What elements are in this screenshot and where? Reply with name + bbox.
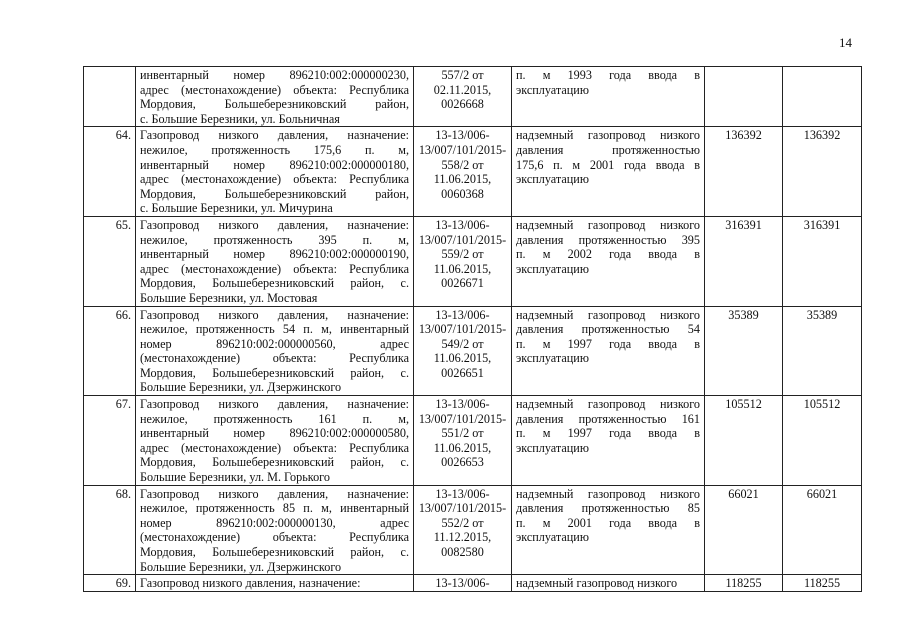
row-number-cell: 66. [84, 306, 136, 396]
table-row [84, 127, 862, 217]
cell-line: эксплуатацию [516, 440, 589, 455]
cell-line: п. м 2002 года ввода в [516, 247, 700, 262]
cell-line: давления протяженностью 54 [516, 322, 700, 337]
cell-line: Газопровод низкого давления, назначение: [140, 576, 361, 591]
cell-line: эксплуатацию [516, 530, 589, 545]
registration-cell [414, 575, 512, 592]
cell-line: давления протяженностью 395 [516, 232, 700, 247]
cell-line: с. Большие Березники, ул. Мичурина [140, 201, 333, 216]
page-number: 14 [839, 35, 852, 50]
cell-line: Газопровод низкого давления, назначение: [140, 486, 409, 501]
cell-line: 13/007/101/2015- [418, 232, 507, 247]
cell-line: 0026653 [441, 455, 484, 470]
cell-line: 0026668 [441, 97, 484, 112]
cell-line: Большие Березники, ул. Дзержинского [140, 380, 342, 395]
row-number-cell [84, 67, 136, 127]
cell-line: номер 896210:002:000000560, адрес [140, 336, 409, 351]
cell-line: Газопровод низкого давления, назначение: [140, 217, 409, 232]
characteristics-cell [512, 575, 705, 592]
object-description-cell [136, 485, 414, 575]
cell-line: давления протяженностью 85 [516, 501, 700, 516]
cell-line: 0026671 [441, 276, 484, 291]
cell-line: инвентарный номер 896210:002:000000580, [140, 426, 409, 441]
cell-line: надземный газопровод низкого [516, 128, 700, 143]
cell-line: Большие Березники, ул. Дзержинского [140, 559, 342, 574]
cell-line: надземный газопровод низкого [516, 486, 700, 501]
cell-line: надземный газопровод низкого [516, 217, 700, 232]
characteristics-cell [512, 67, 705, 127]
cell-line: Большие Березники, ул. Мостовая [140, 290, 318, 305]
characteristics-cell [512, 396, 705, 486]
cell-line: инвентарный номер 896210:002:000000230, [140, 68, 409, 82]
cell-line: 559/2 от [441, 247, 484, 262]
registration-cell [414, 216, 512, 306]
cell-line: 13-13/006- [435, 307, 490, 322]
cell-line: 13-13/006- [435, 397, 490, 412]
cell-line: адрес (местонахождение) объекта: Республика [140, 82, 409, 97]
cell-line: давления протяженностью [516, 142, 700, 157]
cell-line: нежилое, протяженность 85 п. м, инвентарный [140, 501, 409, 516]
registration-cell [414, 485, 512, 575]
characteristics-cell [512, 306, 705, 396]
value-cell-1 [705, 67, 783, 127]
registration-cell [414, 306, 512, 396]
cell-line: номер 896210:002:000000130, адрес [140, 515, 409, 530]
value-cell-1: 35389 [705, 306, 783, 396]
row-number-cell: 69. [84, 575, 136, 592]
cell-line: (местонахождение) объекта: Республика [140, 530, 409, 545]
cell-line: Мордовия, Большеберезниковский район, [140, 97, 409, 112]
table-row [84, 575, 862, 592]
cell-line: Мордовия, Большеберезниковский район, [140, 186, 409, 201]
cell-line: адрес (местонахождение) объекта: Республика [140, 172, 409, 187]
cell-line: 0082580 [441, 545, 484, 559]
cell-line: 11.06.2015, [433, 440, 492, 455]
value-cell-2: 35389 [783, 306, 862, 396]
cell-line: с. Большие Березники, ул. Больничная [140, 111, 340, 126]
cell-line: 557/2 от [441, 68, 484, 82]
value-cell-2: 118255 [783, 575, 862, 592]
cell-line: 549/2 от [441, 336, 484, 351]
row-number-cell: 68. [84, 485, 136, 575]
cell-line: п. м 1997 года ввода в [516, 336, 700, 351]
cell-line: Газопровод низкого давления, назначение: [140, 397, 409, 412]
cell-line: 11.06.2015, [433, 351, 492, 366]
cell-line: Газопровод низкого давления, назначение: [140, 307, 409, 322]
cell-line: эксплуатацию [516, 261, 589, 276]
cell-line: эксплуатацию [516, 172, 589, 187]
object-description-cell [136, 306, 414, 396]
value-cell-1: 118255 [705, 575, 783, 592]
cell-line: 13/007/101/2015- [418, 142, 507, 157]
characteristics-cell [512, 485, 705, 575]
cell-line: 175,6 п. м 2001 года ввода в [516, 157, 700, 172]
table-row [84, 67, 862, 127]
value-cell-1: 105512 [705, 396, 783, 486]
object-description-cell [136, 216, 414, 306]
cell-line: п. м 1993 года ввода в [516, 68, 700, 82]
cell-line: 02.11.2015, [433, 82, 492, 97]
cell-line: 11.12.2015, [433, 530, 492, 545]
cell-line: 11.06.2015, [433, 172, 492, 187]
object-description-cell [136, 575, 414, 592]
value-cell-1: 66021 [705, 485, 783, 575]
row-number-cell: 67. [84, 396, 136, 486]
cell-line: 13-13/006- [435, 128, 490, 143]
cell-line: нежилое, протяженность 395 п. м, [140, 232, 409, 247]
cell-line: надземный газопровод низкого [516, 397, 700, 412]
cell-line: надземный газопровод низкого [516, 576, 678, 591]
table-row [84, 396, 862, 486]
table-row [84, 216, 862, 306]
characteristics-cell [512, 127, 705, 217]
registration-cell [414, 396, 512, 486]
value-cell-2: 136392 [783, 127, 862, 217]
value-cell-1: 316391 [705, 216, 783, 306]
cell-line: 552/2 от [441, 515, 484, 530]
value-cell-1: 136392 [705, 127, 783, 217]
cell-line: Мордовия, Большеберезниковский район, с. [140, 365, 409, 380]
cell-line: 13/007/101/2015- [418, 501, 507, 516]
cell-line: 551/2 от [441, 426, 484, 441]
value-cell-2: 316391 [783, 216, 862, 306]
cell-line: 13/007/101/2015- [418, 411, 507, 426]
row-number-cell: 64. [84, 127, 136, 217]
row-number-cell: 65. [84, 216, 136, 306]
cell-line: 13-13/006- [435, 217, 490, 232]
cell-line: Мордовия, Большеберезниковский район, с. [140, 545, 409, 559]
cell-line: 13/007/101/2015- [418, 322, 507, 337]
cell-line: 11.06.2015, [433, 261, 492, 276]
cell-line: нежилое, протяженность 161 п. м, [140, 411, 409, 426]
table-row [84, 485, 862, 575]
object-description-cell [136, 67, 414, 127]
cell-line: 13-13/006- [435, 576, 490, 591]
table-row [84, 306, 862, 396]
value-cell-2: 105512 [783, 396, 862, 486]
characteristics-cell [512, 216, 705, 306]
cell-line: 13-13/006- [435, 486, 490, 501]
cell-line: Мордовия, Большеберезниковский район, с. [140, 455, 409, 470]
property-register-table [83, 66, 862, 592]
cell-line: адрес (местонахождение) объекта: Республика [140, 261, 409, 276]
cell-line: Мордовия, Большеберезниковский район, с. [140, 276, 409, 291]
object-description-cell [136, 127, 414, 217]
cell-line: нежилое, протяженность 175,6 п. м, [140, 142, 409, 157]
cell-line: Газопровод низкого давления, назначение: [140, 128, 409, 143]
cell-line: 558/2 от [441, 157, 484, 172]
cell-line: п. м 2001 года ввода в [516, 515, 700, 530]
cell-line: инвентарный номер 896210:002:000000180, [140, 157, 409, 172]
value-cell-2 [783, 67, 862, 127]
object-description-cell [136, 396, 414, 486]
cell-line: адрес (местонахождение) объекта: Республика [140, 440, 409, 455]
cell-line: эксплуатацию [516, 82, 589, 97]
cell-line: 0060368 [441, 186, 484, 201]
cell-line: 0026651 [441, 365, 484, 380]
cell-line: эксплуатацию [516, 351, 589, 366]
cell-line: Большие Березники, ул. М. Горького [140, 470, 330, 485]
registration-cell [414, 127, 512, 217]
registration-cell [414, 67, 512, 127]
cell-line: п. м 1997 года ввода в [516, 426, 700, 441]
cell-line: инвентарный номер 896210:002:000000190, [140, 247, 409, 262]
value-cell-2: 66021 [783, 485, 862, 575]
cell-line: надземный газопровод низкого [516, 307, 700, 322]
cell-line: нежилое, протяженность 54 п. м, инвентарный [140, 322, 409, 337]
cell-line: (местонахождение) объекта: Республика [140, 351, 409, 366]
cell-line: давления протяженностью 161 [516, 411, 700, 426]
